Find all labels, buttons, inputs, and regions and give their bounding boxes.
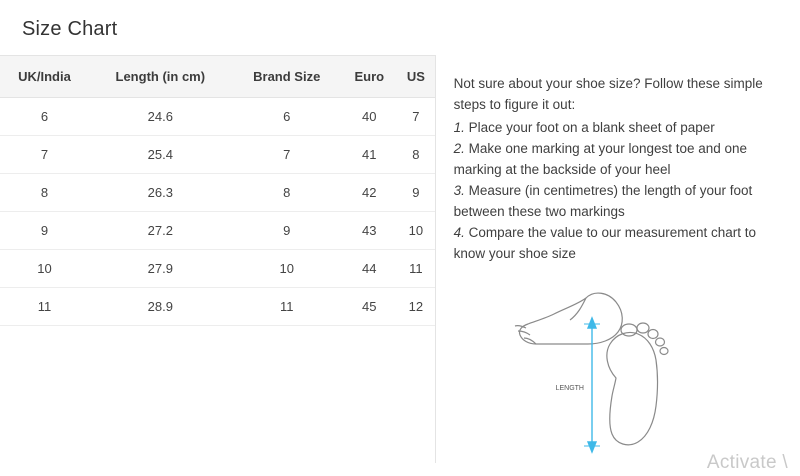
cell-brand-size: 9 xyxy=(232,212,342,250)
cell-brand-size: 6 xyxy=(232,98,342,136)
column-header-us: US xyxy=(397,56,435,98)
table-row xyxy=(0,212,435,250)
foot-top-view-icon xyxy=(607,323,668,445)
size-chart-content xyxy=(0,55,800,463)
table-row xyxy=(0,136,435,174)
cell-uk-india: 9 xyxy=(0,212,89,250)
step-number: 3. xyxy=(453,183,465,198)
cell-euro: 42 xyxy=(342,174,397,212)
step-text: Make one marking at your longest toe and one marking at the backside of your heel xyxy=(453,141,748,177)
cell-euro: 44 xyxy=(342,250,397,288)
size-table-container xyxy=(0,55,435,463)
step-number: 2. xyxy=(453,141,465,156)
cell-brand-size: 8 xyxy=(232,174,342,212)
instructions-intro: Not sure about your shoe size? Follow these simple steps to figure it out: xyxy=(453,76,763,112)
instruction-step xyxy=(454,180,778,222)
size-table xyxy=(0,56,435,326)
cell-euro: 45 xyxy=(342,288,397,326)
instructions-panel xyxy=(436,55,800,463)
cell-brand-size: 11 xyxy=(232,288,342,326)
step-number: 4. xyxy=(453,225,465,240)
size-table-head xyxy=(0,56,435,98)
step-text: Place your foot on a blank sheet of paper xyxy=(464,120,715,135)
column-header-euro: Euro xyxy=(342,56,397,98)
column-header-brand-size: Brand Size xyxy=(232,56,342,98)
cell-length-cm: 25.4 xyxy=(89,136,232,174)
table-row xyxy=(0,98,435,136)
cell-length-cm: 24.6 xyxy=(89,98,232,136)
cell-uk-india: 8 xyxy=(0,174,89,212)
page-title: Size Chart xyxy=(22,18,118,40)
cell-uk-india: 11 xyxy=(0,288,89,326)
table-row xyxy=(0,288,435,326)
table-row xyxy=(0,174,435,212)
instructions-steps xyxy=(454,117,778,264)
step-text: Compare the value to our measurement chart to know your shoe size xyxy=(453,225,757,261)
table-header-row xyxy=(0,56,435,98)
cell-us: 12 xyxy=(397,288,435,326)
cell-length-cm: 27.2 xyxy=(89,212,232,250)
instruction-step xyxy=(454,138,778,180)
length-label: LENGTH xyxy=(555,385,584,392)
cell-us: 11 xyxy=(397,250,435,288)
cell-us: 10 xyxy=(397,212,435,250)
cell-euro: 40 xyxy=(342,98,397,136)
cell-us: 7 xyxy=(397,98,435,136)
cell-euro: 41 xyxy=(342,136,397,174)
step-text: Measure (in centimetres) the length of your foot between these two markings xyxy=(453,183,753,219)
step-number: 1. xyxy=(453,120,465,135)
cell-length-cm: 27.9 xyxy=(89,250,232,288)
instruction-step xyxy=(454,117,778,138)
watermark-text: Activate \ xyxy=(706,452,788,473)
cell-brand-size: 10 xyxy=(232,250,342,288)
size-table-body xyxy=(0,98,435,326)
foot-measure-diagram xyxy=(454,278,778,463)
cell-uk-india: 10 xyxy=(0,250,89,288)
table-row xyxy=(0,250,435,288)
cell-euro: 43 xyxy=(342,212,397,250)
cell-length-cm: 26.3 xyxy=(89,174,232,212)
column-header-uk-india: UK/India xyxy=(0,56,89,98)
cell-length-cm: 28.9 xyxy=(89,288,232,326)
column-header-length-cm: Length (in cm) xyxy=(89,56,232,98)
length-arrow-icon xyxy=(584,318,600,452)
cell-us: 9 xyxy=(397,174,435,212)
cell-brand-size: 7 xyxy=(232,136,342,174)
cell-us: 8 xyxy=(397,136,435,174)
foot-side-view-icon xyxy=(515,293,622,344)
cell-uk-india: 7 xyxy=(0,136,89,174)
instruction-step xyxy=(454,222,778,264)
cell-uk-india: 6 xyxy=(0,98,89,136)
foot-diagram-svg xyxy=(466,278,766,463)
